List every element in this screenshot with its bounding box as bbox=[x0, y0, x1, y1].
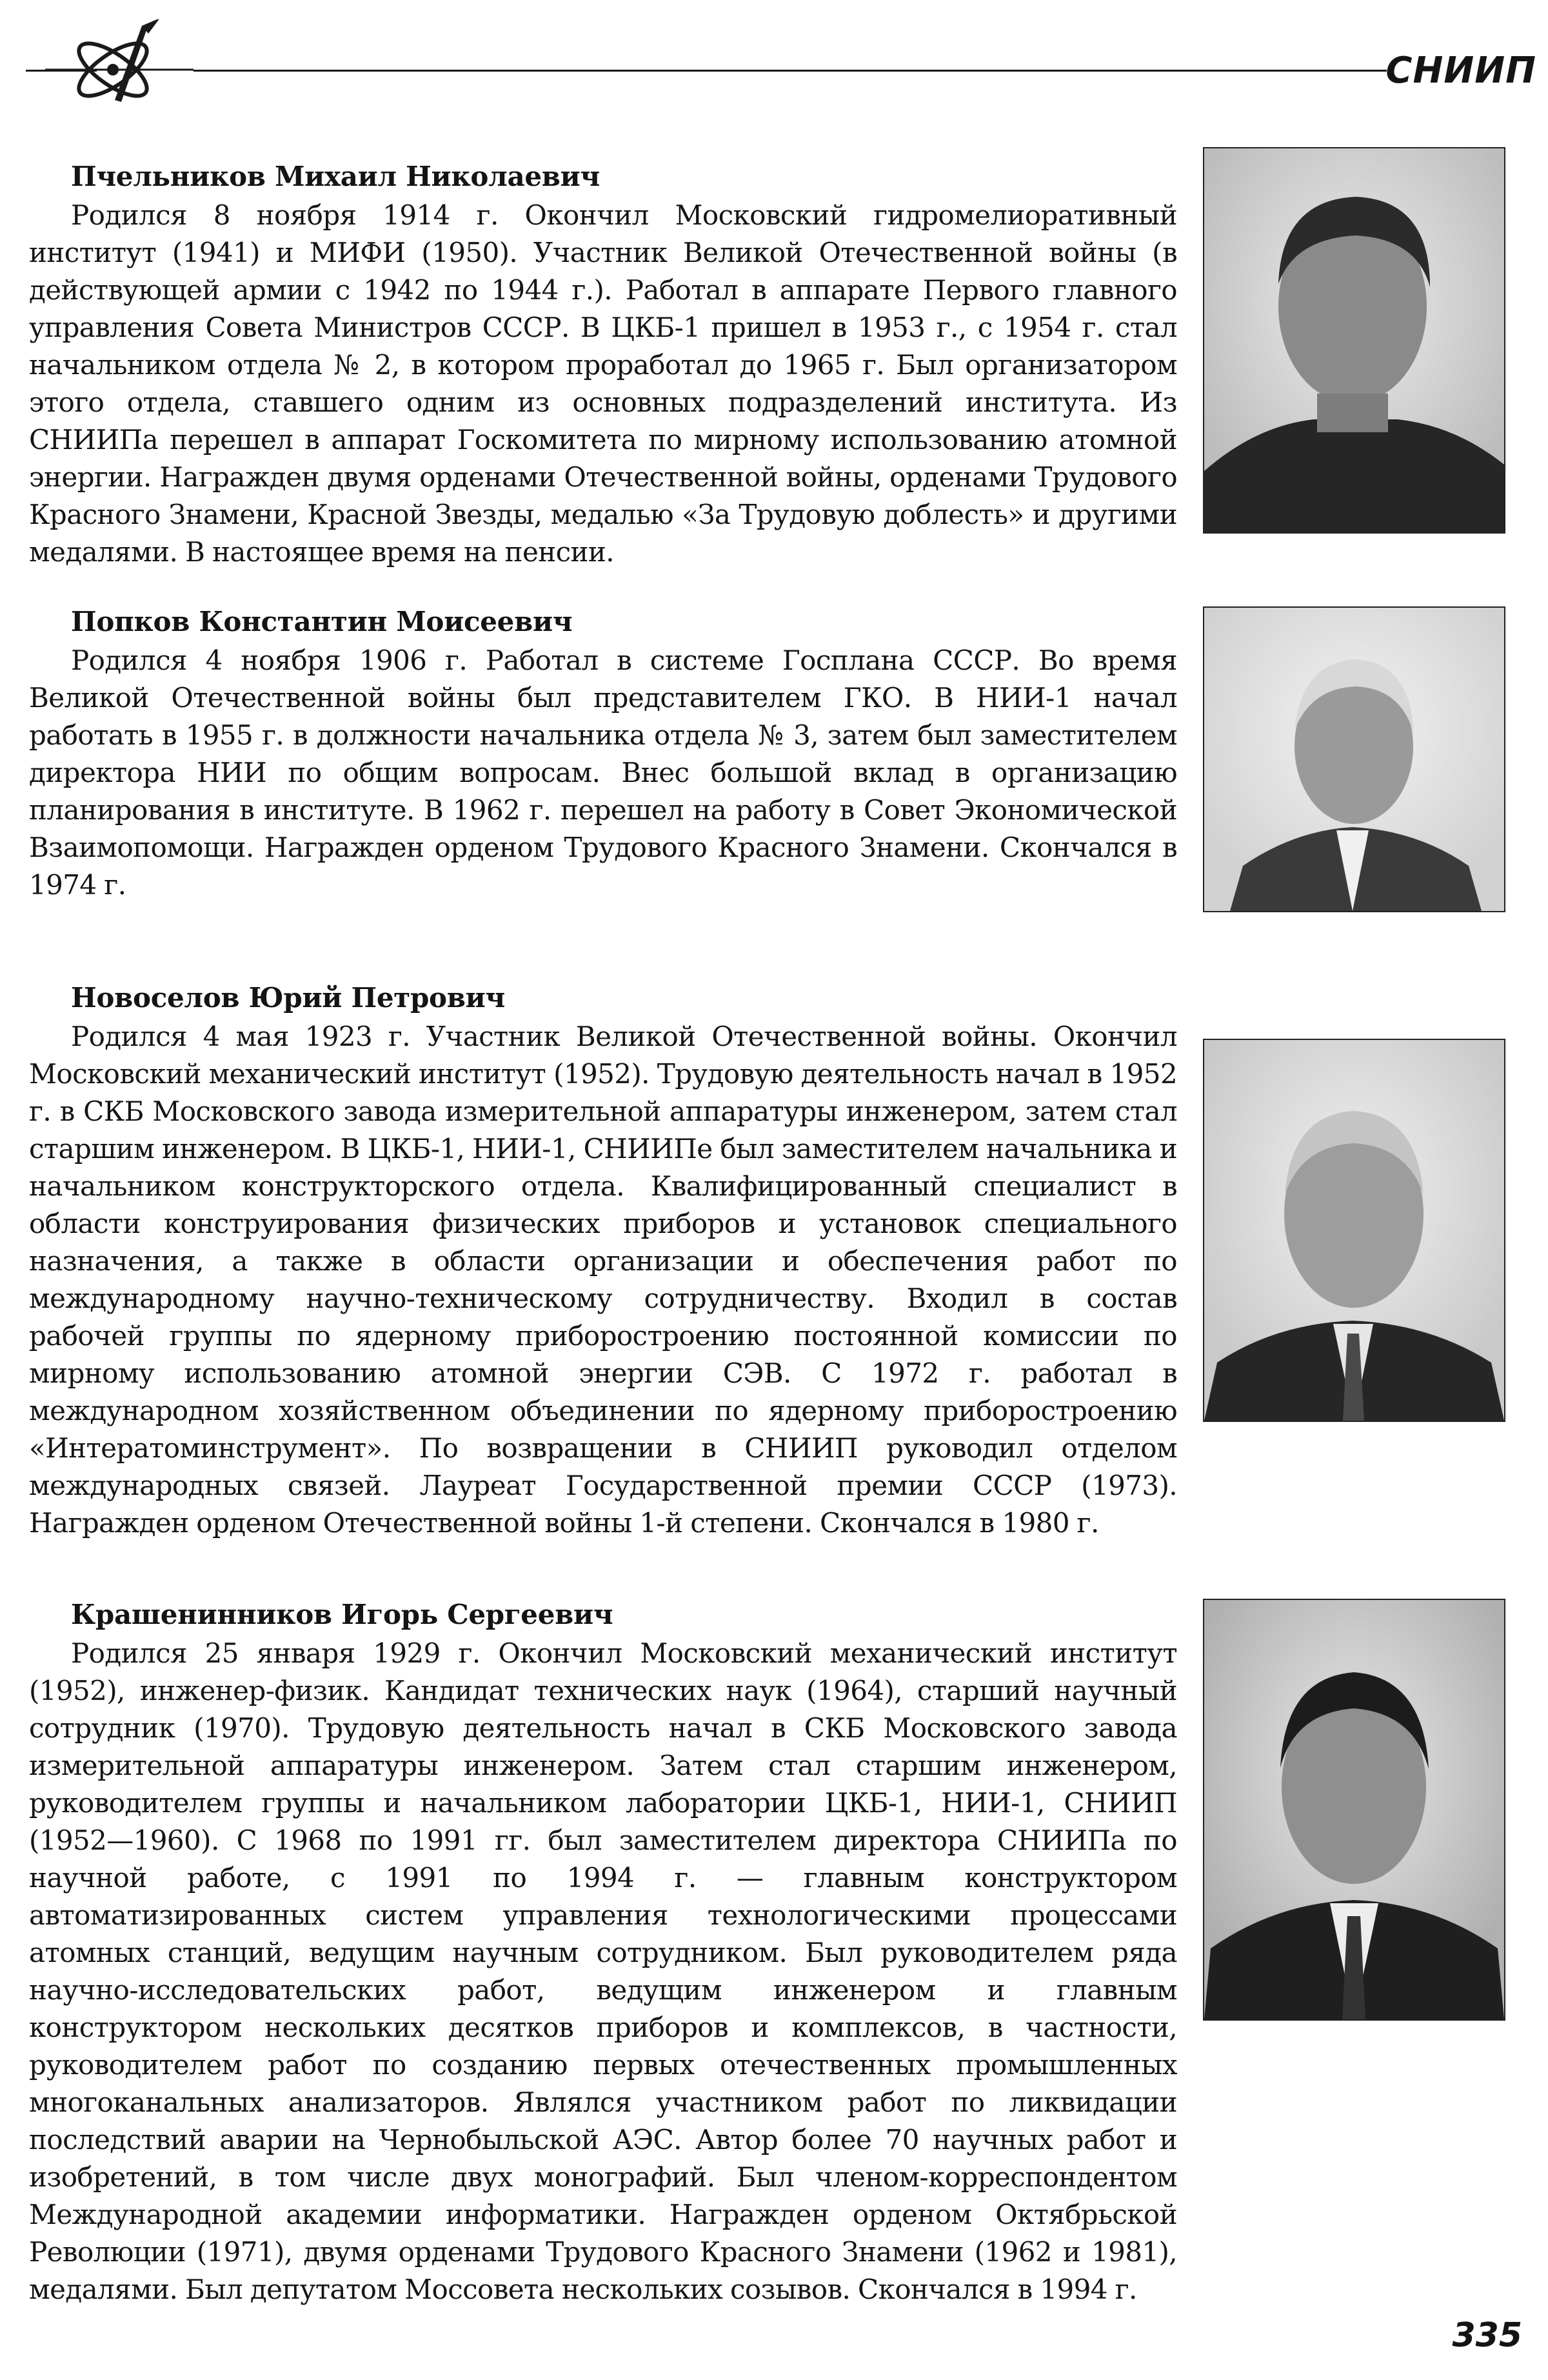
biography-text: Родился 25 января 1929 г. Окончил Московский механический институт (1952), инженер-физик. Кандидат технических наук (1964), старший научный сотрудник (1970). Трудовую деятельность начал в СКБ Московского завода измерительной аппаратуры инженером. Затем стал старшим инженером, руководителем группы и начальником лаборатории ЦКБ-1, НИИ-1, СНИИП (1952—1960). С 1968 по 1991 гг. был заместителем директора СНИИПа по научной работе, с 1991 по 1994 г. — главным конструктором автоматизированных систем управления технологическими процессами атомных станций, ведущим научным сотрудником. Был руководителем ряда научно-исследовательских работ, ведущим инженером и главным конструктором нескольких десятков приборов и комплексов, в частности, руководителем работ по созданию первых отечественных промышленных многоканальных анализаторов. Являлся участником работ по ликвидации последствий аварии на Чернобыльской АЭС. Автор более 70 научных работ и изобретений, в том числе двух монографий. Был членом-корреспондентом Международной академии информатики. Награжден орденом Октябрьской Революции (1971), двумя орденами Трудового Красного Знамени (1962 и 1981), медалями. Был депутатом Моссовета нескольких созывов. Скончался в 1994 г. bbox=[29, 1637, 1177, 2305]
header-rule bbox=[194, 70, 1387, 72]
portrait-photo bbox=[1203, 1599, 1505, 2021]
biography-text: Родился 4 мая 1923 г. Участник Великой Отечественной войны. Окончил Московский механический институт (1952). Трудовую деятельность начал в 1952 г. в СКБ Московского завода измерительной аппаратуры инженером, затем стал старшим инженером. В ЦКБ-1, НИИ-1, СНИИПе был заместителем начальника и начальником конструкторского отдела. Квалифицированный специалист в области конструирования физических приборов и установок специального назначения, а также в области организации и обеспечения работ по международному научно-техническому сотрудничеству. Входил в состав рабочей группы по ядерному приборостроению постоянной комиссии по мирному использованию атомной энергии СЭВ. С 1972 г. работал в международном хозяйственном объединении по ядерному приборостроению «Интератоминструмент». По возвращении в СНИИП руководил отделом международных связей. Лауреат Государственной премии СССР (1973). Награжден орденом Отечественной войны 1-й степени. Скончался в 1980 г. bbox=[29, 1021, 1177, 1539]
biography-entry bbox=[29, 603, 1177, 904]
biography-text: Родился 8 ноября 1914 г. Окончил Московский гидромелиоративный институт (1941) и МИФИ (1950). Участник Великой Отечественной войны (в действующей армии с 1942 по 1944 г.). Работал в аппарате Первого главного управления Совета Министров СССР. В ЦКБ-1 пришел в 1953 г., с 1954 г. стал начальником отдела № 2, в котором проработал до 1965 г. Был организатором этого отдела, ставшего одним из основных подразделений института. Из СНИИПа перешел в аппарат Госкомитета по мирному использованию атомной энергии. Награжден двумя орденами Отечественной войны, орденами Трудового Красного Знамени, Красной Звезды, медалью «За Трудовую доблесть» и другими медалями. В настоящее время на пенсии. bbox=[29, 199, 1177, 568]
person-name: Пчельников Михаил Николаевич bbox=[71, 161, 600, 192]
biography-entry bbox=[29, 1596, 1177, 2308]
portrait-photo bbox=[1203, 606, 1505, 912]
biography-text: Родился 4 ноября 1906 г. Работал в системе Госплана СССР. Во время Великой Отечественной войны был представителем ГКО. В НИИ-1 начал работать в 1955 г. в должности начальника отдела № 3, затем был заместителем директора НИИ по общим вопросам. Внес большой вклад в организацию планирования в институте. В 1962 г. перешел на работу в Совет Экономической Взаимопомощи. Награжден орденом Трудового Красного Знамени. Скончался в 1974 г. bbox=[29, 645, 1177, 901]
person-name: Крашенинников Игорь Сергеевич bbox=[71, 1599, 613, 1630]
page-header bbox=[0, 0, 1548, 129]
biography-entry bbox=[29, 979, 1177, 1542]
atom-logo-icon bbox=[45, 19, 194, 106]
person-name: Попков Константин Моисеевич bbox=[71, 606, 573, 637]
biography-entry bbox=[29, 158, 1177, 571]
running-title: СНИИП bbox=[1385, 50, 1536, 92]
person-name: Новоселов Юрий Петрович bbox=[71, 982, 505, 1014]
page-number: 335 bbox=[1452, 2316, 1522, 2355]
portrait-photo bbox=[1203, 1039, 1505, 1422]
portrait-photo bbox=[1203, 147, 1505, 534]
